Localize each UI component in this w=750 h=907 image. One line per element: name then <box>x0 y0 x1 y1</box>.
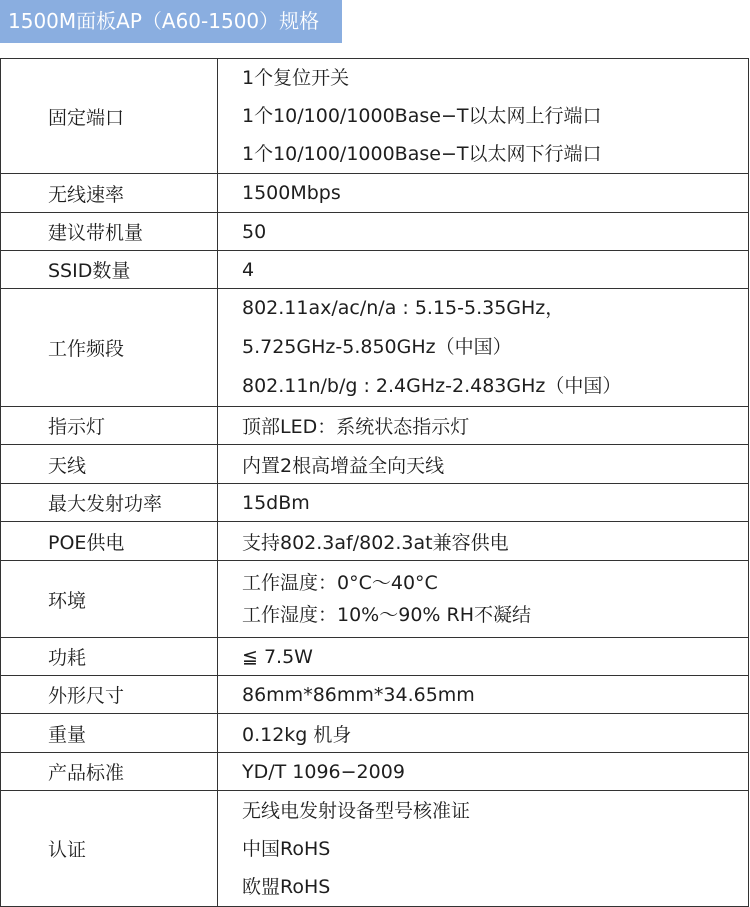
table-row <box>1 484 749 522</box>
row-label: 重量 <box>1 714 218 753</box>
table-row <box>1 289 749 407</box>
row-label: 固定端口 <box>1 59 218 174</box>
table-row <box>1 753 749 791</box>
value-line: 无线电发射设备型号核准证 <box>242 799 471 822</box>
spec-title: 1500M面板AP（A60-1500）规格 <box>0 0 342 43</box>
row-value <box>218 561 749 638</box>
row-label: 指示灯 <box>1 407 218 445</box>
table-row <box>1 676 749 714</box>
value-line: 工作湿度：10%～90% RH不凝结 <box>242 604 531 626</box>
table-row <box>1 638 749 676</box>
table-row <box>1 251 749 289</box>
row-label: POE供电 <box>1 522 218 561</box>
table-row <box>1 174 749 213</box>
row-value: 支持802.3af/802.3at兼容供电 <box>218 522 749 561</box>
value-line: 1个10/100/1000Base−T以太网下行端口 <box>242 143 602 165</box>
row-value: 内置2根高增益全向天线 <box>218 445 749 484</box>
row-value <box>218 289 749 407</box>
row-label: SSID数量 <box>1 251 218 289</box>
row-value: 15dBm <box>218 484 749 522</box>
row-value <box>218 791 749 907</box>
row-label: 建议带机量 <box>1 213 218 251</box>
row-value: 0.12kg 机身 <box>218 714 749 753</box>
value-line: 802.11n/b/g : 2.4GHz-2.483GHz（中国） <box>242 375 622 397</box>
table-row <box>1 213 749 251</box>
table-row <box>1 445 749 484</box>
row-label: 认证 <box>1 791 218 907</box>
table-row <box>1 791 749 907</box>
row-value: 50 <box>218 213 749 251</box>
table-row <box>1 561 749 638</box>
row-label: 最大发射功率 <box>1 484 218 522</box>
row-label: 产品标准 <box>1 753 218 791</box>
row-value: 顶部LED：系统状态指示灯 <box>218 407 749 445</box>
row-label: 环境 <box>1 561 218 638</box>
table-row <box>1 522 749 561</box>
value-line: 欧盟RoHS <box>242 875 331 898</box>
row-label: 无线速率 <box>1 174 218 213</box>
row-value: YD/T 1096−2009 <box>218 753 749 791</box>
row-value: 4 <box>218 251 749 289</box>
table-row <box>1 59 749 174</box>
row-label: 功耗 <box>1 638 218 676</box>
value-line: 1个10/100/1000Base−T以太网上行端口 <box>242 105 602 127</box>
value-line: 中国RoHS <box>242 837 331 860</box>
value-line: 工作温度：0°C～40°C <box>242 572 438 594</box>
row-label: 天线 <box>1 445 218 484</box>
row-value: 86mm*86mm*34.65mm <box>218 676 749 714</box>
spec-table <box>0 58 749 907</box>
row-label: 外形尺寸 <box>1 676 218 714</box>
value-line: 802.11ax/ac/n/a : 5.15-5.35GHz， <box>242 297 565 319</box>
table-row <box>1 407 749 445</box>
value-line: 1个复位开关 <box>242 67 350 89</box>
row-value <box>218 59 749 174</box>
value-line: 5.725GHz-5.850GHz（中国） <box>242 336 512 358</box>
table-row <box>1 714 749 753</box>
row-value: 1500Mbps <box>218 174 749 213</box>
row-value: ≦ 7.5W <box>218 638 749 676</box>
row-label: 工作频段 <box>1 289 218 407</box>
